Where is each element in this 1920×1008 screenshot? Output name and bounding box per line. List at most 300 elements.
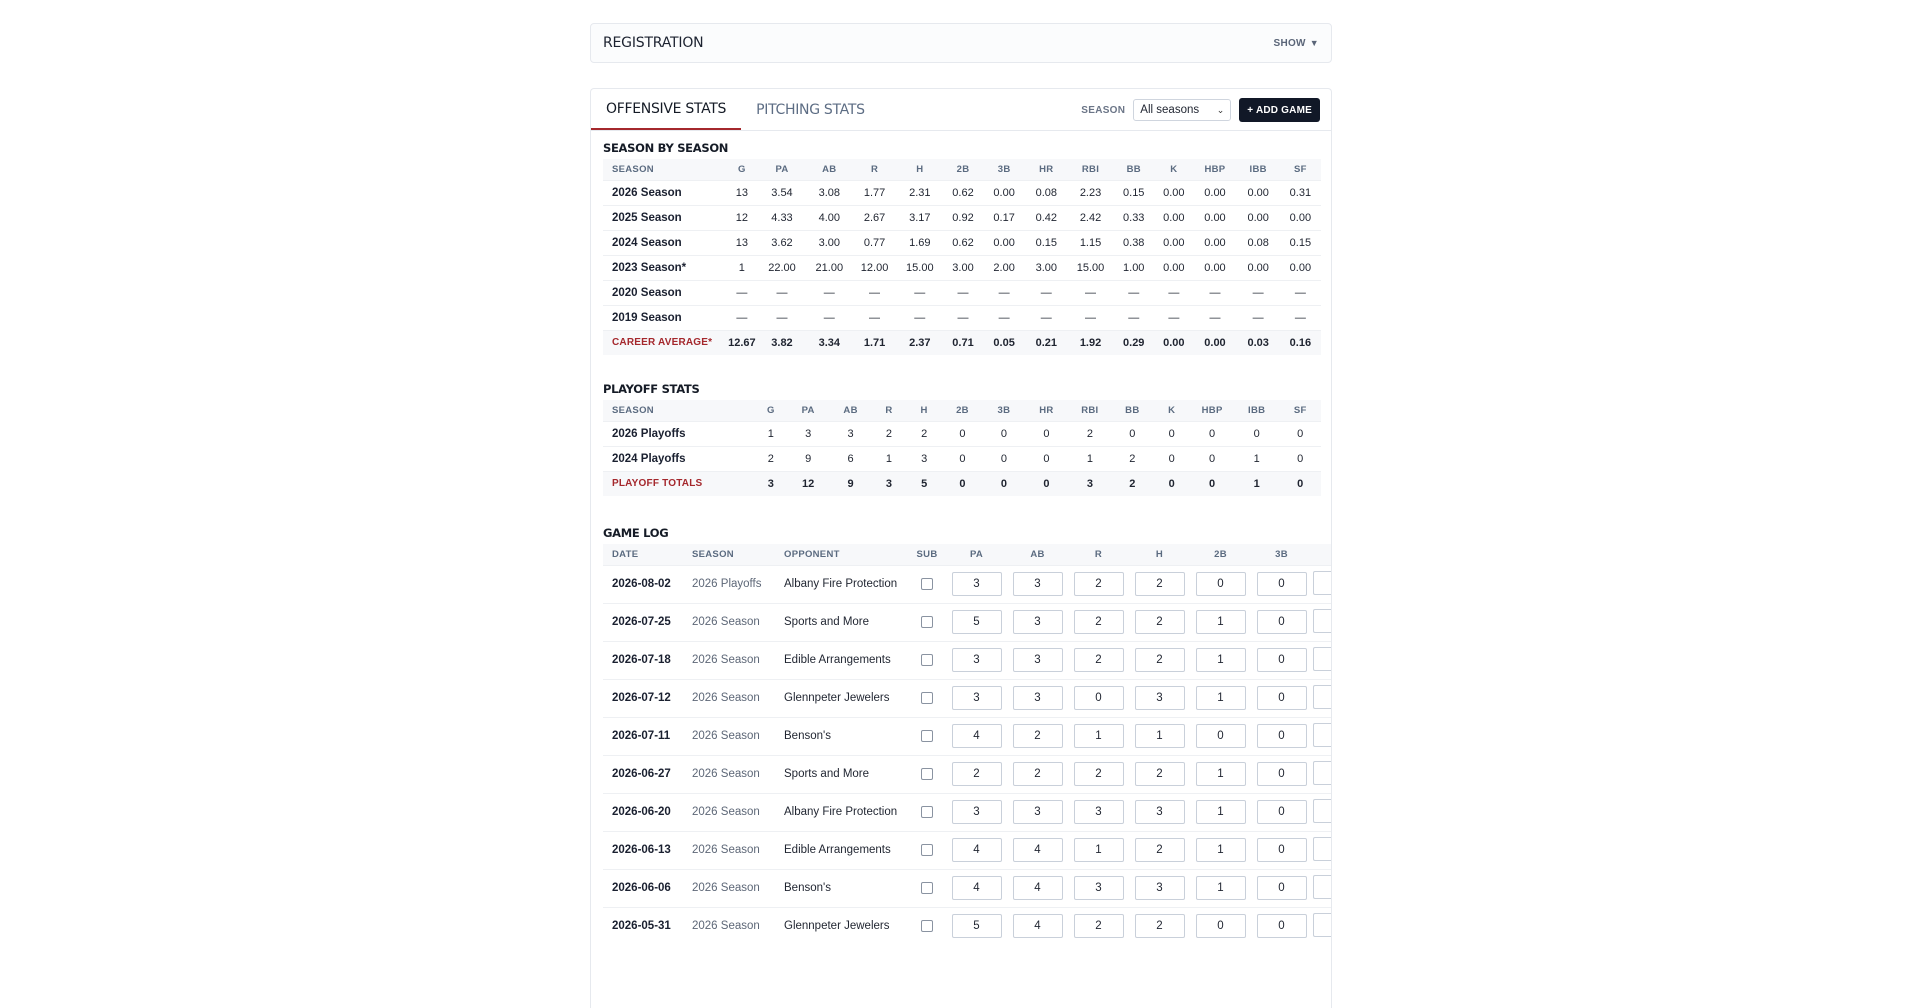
stat-cell: — bbox=[1113, 280, 1154, 305]
column-header: DATE bbox=[603, 544, 686, 565]
game-opponent: Albany Fire Protection bbox=[778, 793, 908, 831]
stat-cell: — bbox=[984, 280, 1025, 305]
stat-input[interactable]: 2 bbox=[1135, 648, 1185, 672]
stat-input[interactable]: 1 bbox=[1196, 610, 1246, 634]
stat-cell: 0 bbox=[1025, 421, 1069, 446]
stat-input-cell bbox=[1007, 869, 1068, 907]
stat-cell: 0.00 bbox=[1193, 255, 1236, 280]
game-opponent: Albany Fire Protection bbox=[778, 565, 908, 603]
stat-cell: 1 bbox=[726, 255, 757, 280]
stat-input-cell bbox=[1007, 679, 1068, 717]
column-header: HBP bbox=[1190, 400, 1234, 421]
stat-input[interactable]: 3 bbox=[952, 800, 1002, 824]
stat-input[interactable]: 4 bbox=[952, 838, 1002, 862]
sub-cell bbox=[908, 679, 946, 717]
stat-input[interactable] bbox=[1313, 609, 1332, 633]
stat-cell: 0 bbox=[942, 421, 983, 446]
stat-input[interactable] bbox=[1313, 799, 1332, 823]
stat-input[interactable]: 0 bbox=[1257, 876, 1307, 900]
registration-show-toggle[interactable] bbox=[1273, 38, 1319, 49]
total-cell: 1.71 bbox=[852, 330, 897, 355]
stat-input[interactable]: 2 bbox=[1135, 838, 1185, 862]
registration-panel bbox=[590, 23, 1332, 63]
stat-input-cell bbox=[1007, 793, 1068, 831]
game-opponent: Sports and More bbox=[778, 755, 908, 793]
game-season: 2026 Season bbox=[686, 831, 778, 869]
stat-input[interactable]: 3 bbox=[952, 686, 1002, 710]
stat-cell: — bbox=[942, 280, 983, 305]
stat-cell: — bbox=[807, 280, 852, 305]
stat-input[interactable]: 3 bbox=[1074, 876, 1124, 900]
stat-input[interactable]: 3 bbox=[1074, 800, 1124, 824]
stat-input-cell bbox=[1190, 755, 1251, 793]
total-cell: 0.29 bbox=[1113, 330, 1154, 355]
column-header: HR bbox=[1025, 159, 1068, 180]
stat-cell: — bbox=[726, 305, 757, 330]
stat-input[interactable]: 2 bbox=[1074, 610, 1124, 634]
sub-checkbox[interactable] bbox=[921, 616, 933, 628]
stat-input[interactable]: 5 bbox=[952, 914, 1002, 938]
stat-cell: 0 bbox=[1279, 421, 1321, 446]
stat-cell: — bbox=[984, 305, 1025, 330]
stat-input-cell bbox=[1007, 717, 1068, 755]
stat-input-cell bbox=[1129, 793, 1190, 831]
stat-input-cell bbox=[946, 603, 1007, 641]
stat-cell: 0 bbox=[983, 446, 1024, 471]
stat-input[interactable] bbox=[1313, 723, 1332, 747]
stat-input-cell bbox=[1312, 793, 1332, 831]
stat-input[interactable]: 1 bbox=[1196, 762, 1246, 786]
stat-input[interactable]: 1 bbox=[1196, 648, 1246, 672]
stat-input[interactable]: 3 bbox=[1135, 686, 1185, 710]
stat-input-cell bbox=[1129, 869, 1190, 907]
stat-input[interactable]: 1 bbox=[1074, 838, 1124, 862]
stat-input[interactable]: 0 bbox=[1196, 572, 1246, 596]
stat-input[interactable]: 4 bbox=[1013, 838, 1063, 862]
column-header: RBI bbox=[1068, 400, 1112, 421]
stat-input-cell bbox=[1312, 641, 1332, 679]
stat-input[interactable]: 3 bbox=[1013, 572, 1063, 596]
sub-checkbox[interactable] bbox=[921, 920, 933, 932]
stat-input-cell bbox=[1190, 641, 1251, 679]
stat-cell: 3 bbox=[907, 446, 942, 471]
stat-input-cell bbox=[946, 679, 1007, 717]
stats-tabs bbox=[591, 89, 1331, 131]
stat-cell: 2 bbox=[755, 446, 786, 471]
stat-cell: 1.15 bbox=[1068, 230, 1113, 255]
total-cell: 0.16 bbox=[1280, 330, 1321, 355]
tab-offensive-stats[interactable]: OFFENSIVE STATS bbox=[591, 89, 741, 130]
tab-pitching-stats[interactable]: PITCHING STATS bbox=[756, 101, 865, 118]
stat-input-cell bbox=[1129, 565, 1190, 603]
stat-input[interactable]: 0 bbox=[1257, 572, 1307, 596]
stat-input[interactable] bbox=[1313, 837, 1332, 861]
stat-input[interactable]: 0 bbox=[1257, 914, 1307, 938]
season-name-cell: 2023 Season* bbox=[603, 255, 726, 280]
stat-cell: 0 bbox=[1190, 421, 1234, 446]
stat-input[interactable]: 2 bbox=[1135, 914, 1185, 938]
stat-input[interactable]: 2 bbox=[1074, 572, 1124, 596]
stat-cell: 0.42 bbox=[1025, 205, 1068, 230]
sub-cell bbox=[908, 755, 946, 793]
stat-input-cell bbox=[1312, 603, 1332, 641]
column-header: H bbox=[907, 400, 942, 421]
stat-input[interactable]: 2 bbox=[1013, 724, 1063, 748]
stat-input-cell bbox=[1190, 831, 1251, 869]
stat-cell: 3.17 bbox=[897, 205, 942, 230]
game-log-row bbox=[603, 907, 1332, 945]
stat-input[interactable]: 0 bbox=[1074, 686, 1124, 710]
stat-input-cell bbox=[1312, 869, 1332, 907]
stat-input-cell bbox=[1068, 831, 1129, 869]
column-header: 2B bbox=[1190, 544, 1251, 565]
stat-input[interactable]: 4 bbox=[1013, 876, 1063, 900]
stat-input-cell bbox=[1129, 831, 1190, 869]
totals-label: PLAYOFF TOTALS bbox=[603, 471, 755, 496]
game-log-row bbox=[603, 641, 1332, 679]
season-name-cell: 2024 Playoffs bbox=[603, 446, 755, 471]
column-header: SUB bbox=[908, 544, 946, 565]
total-cell: 0 bbox=[942, 471, 983, 496]
column-header: RBI bbox=[1068, 159, 1113, 180]
stat-cell: — bbox=[1068, 280, 1113, 305]
stat-input-cell bbox=[1312, 565, 1332, 603]
stat-input[interactable]: 2 bbox=[1074, 762, 1124, 786]
stat-cell: — bbox=[897, 305, 942, 330]
stat-input[interactable]: 2 bbox=[1074, 648, 1124, 672]
stat-input[interactable] bbox=[1313, 685, 1332, 709]
stat-input-cell bbox=[1251, 565, 1312, 603]
game-season: 2026 Season bbox=[686, 907, 778, 945]
stat-cell: 1 bbox=[871, 446, 906, 471]
stat-input[interactable]: 0 bbox=[1196, 914, 1246, 938]
sub-checkbox[interactable] bbox=[921, 654, 933, 666]
column-header bbox=[1312, 544, 1332, 565]
playoff-stats-table bbox=[603, 400, 1321, 496]
stat-input[interactable]: 2 bbox=[1013, 762, 1063, 786]
stat-input[interactable] bbox=[1313, 875, 1332, 899]
column-header: IBB bbox=[1237, 159, 1280, 180]
stat-cell: 0.08 bbox=[1025, 180, 1068, 205]
sub-checkbox[interactable] bbox=[921, 806, 933, 818]
stat-cell: 0 bbox=[1234, 421, 1280, 446]
stat-input[interactable]: 2 bbox=[1135, 610, 1185, 634]
stat-input[interactable]: 3 bbox=[1013, 610, 1063, 634]
sub-cell bbox=[908, 869, 946, 907]
stat-input[interactable]: 2 bbox=[1135, 762, 1185, 786]
stat-cell: 0.15 bbox=[1280, 230, 1321, 255]
column-header: SEASON bbox=[603, 400, 755, 421]
total-cell: 2 bbox=[1112, 471, 1153, 496]
column-header: K bbox=[1154, 159, 1193, 180]
stat-input[interactable]: 3 bbox=[952, 572, 1002, 596]
stat-input-cell bbox=[1129, 717, 1190, 755]
game-opponent: Sports and More bbox=[778, 603, 908, 641]
stat-cell: 0.33 bbox=[1113, 205, 1154, 230]
stat-input[interactable]: 4 bbox=[1013, 914, 1063, 938]
stat-input-cell bbox=[1068, 679, 1129, 717]
column-header: HR bbox=[1025, 400, 1069, 421]
stat-input-cell bbox=[1007, 831, 1068, 869]
stat-cell: — bbox=[1193, 280, 1236, 305]
stat-input[interactable]: 1 bbox=[1074, 724, 1124, 748]
stat-input[interactable]: 3 bbox=[1013, 648, 1063, 672]
stat-cell: 3.54 bbox=[757, 180, 806, 205]
column-header: AB bbox=[830, 400, 871, 421]
total-cell: 1 bbox=[1234, 471, 1280, 496]
stat-cell: — bbox=[1237, 305, 1280, 330]
column-header: SF bbox=[1279, 400, 1321, 421]
totals-row bbox=[603, 330, 1321, 355]
stat-input-cell bbox=[1312, 907, 1332, 945]
game-log-row bbox=[603, 717, 1332, 755]
stat-input[interactable]: 0 bbox=[1257, 610, 1307, 634]
stat-cell: — bbox=[757, 305, 806, 330]
stat-input-cell bbox=[946, 831, 1007, 869]
sub-checkbox[interactable] bbox=[921, 730, 933, 742]
column-header: SEASON bbox=[686, 544, 778, 565]
stat-cell: 0.00 bbox=[1237, 205, 1280, 230]
stat-cell: 0 bbox=[1025, 446, 1069, 471]
season-select-value: All seasons bbox=[1140, 104, 1200, 116]
stat-input[interactable]: 1 bbox=[1196, 686, 1246, 710]
stat-input[interactable] bbox=[1313, 761, 1332, 785]
column-header: OPPONENT bbox=[778, 544, 908, 565]
stat-input[interactable]: 3 bbox=[1013, 800, 1063, 824]
stat-cell: 12.00 bbox=[852, 255, 897, 280]
stat-input-cell bbox=[1007, 755, 1068, 793]
table-header-row bbox=[603, 544, 1332, 565]
sub-checkbox[interactable] bbox=[921, 578, 933, 590]
stat-cell: — bbox=[1154, 305, 1193, 330]
sub-checkbox[interactable] bbox=[921, 882, 933, 894]
stat-input[interactable]: 3 bbox=[1013, 686, 1063, 710]
stat-cell: 0.00 bbox=[1154, 255, 1193, 280]
game-season: 2026 Playoffs bbox=[686, 565, 778, 603]
stat-input-cell bbox=[1190, 679, 1251, 717]
column-header: IBB bbox=[1234, 400, 1280, 421]
column-header: K bbox=[1153, 400, 1190, 421]
sub-cell bbox=[908, 565, 946, 603]
stat-cell: — bbox=[1193, 305, 1236, 330]
stat-cell: — bbox=[1280, 280, 1321, 305]
game-season: 2026 Season bbox=[686, 793, 778, 831]
stat-input[interactable]: 2 bbox=[1074, 914, 1124, 938]
stat-cell: — bbox=[1025, 305, 1068, 330]
chevron-down-icon: ⌄ bbox=[1216, 104, 1225, 115]
stat-cell: 3.08 bbox=[807, 180, 852, 205]
stat-input-cell bbox=[1190, 793, 1251, 831]
stat-cell: 22.00 bbox=[757, 255, 806, 280]
stat-input[interactable]: 5 bbox=[952, 610, 1002, 634]
stat-input-cell bbox=[1251, 603, 1312, 641]
stat-cell: 3.00 bbox=[1025, 255, 1068, 280]
column-header: 3B bbox=[984, 159, 1025, 180]
stat-input[interactable]: 4 bbox=[952, 724, 1002, 748]
table-row bbox=[603, 180, 1321, 205]
column-header: PA bbox=[786, 400, 830, 421]
game-opponent: Edible Arrangements bbox=[778, 831, 908, 869]
stat-cell: 21.00 bbox=[807, 255, 852, 280]
column-header: R bbox=[852, 159, 897, 180]
sub-checkbox[interactable] bbox=[921, 844, 933, 856]
table-row bbox=[603, 205, 1321, 230]
game-date: 2026-07-25 bbox=[603, 603, 686, 641]
column-header: HBP bbox=[1193, 159, 1236, 180]
stat-input-cell bbox=[1251, 831, 1312, 869]
game-date: 2026-06-13 bbox=[603, 831, 686, 869]
game-opponent: Glennpeter Jewelers bbox=[778, 679, 908, 717]
season-select[interactable] bbox=[1133, 99, 1231, 121]
stat-cell: 0.00 bbox=[1193, 180, 1236, 205]
stat-input-cell bbox=[946, 869, 1007, 907]
season-name-cell: 2019 Season bbox=[603, 305, 726, 330]
stat-cell: — bbox=[897, 280, 942, 305]
stat-input-cell bbox=[1007, 603, 1068, 641]
stat-cell: 0.00 bbox=[1193, 230, 1236, 255]
table-row bbox=[603, 446, 1321, 471]
stat-input-cell bbox=[1129, 641, 1190, 679]
game-log-row bbox=[603, 793, 1332, 831]
column-header: R bbox=[871, 400, 906, 421]
total-cell: 0 bbox=[1153, 471, 1190, 496]
stat-cell: 0.15 bbox=[1025, 230, 1068, 255]
stats-controls bbox=[1081, 98, 1320, 122]
stat-input[interactable]: 1 bbox=[1196, 800, 1246, 824]
stat-input-cell bbox=[1190, 717, 1251, 755]
game-date: 2026-08-02 bbox=[603, 565, 686, 603]
game-season: 2026 Season bbox=[686, 869, 778, 907]
stat-input-cell bbox=[1312, 831, 1332, 869]
stat-cell: 1.77 bbox=[852, 180, 897, 205]
column-header: SEASON bbox=[603, 159, 726, 180]
stat-input[interactable] bbox=[1313, 647, 1332, 671]
total-cell: 2.37 bbox=[897, 330, 942, 355]
stat-input[interactable]: 3 bbox=[952, 648, 1002, 672]
stat-input-cell bbox=[946, 565, 1007, 603]
stat-input-cell bbox=[1007, 565, 1068, 603]
stat-cell: 2.31 bbox=[897, 180, 942, 205]
table-row bbox=[603, 230, 1321, 255]
game-log-row bbox=[603, 679, 1332, 717]
total-cell: 0 bbox=[1190, 471, 1234, 496]
stat-input[interactable] bbox=[1313, 913, 1332, 937]
stat-cell: 0.17 bbox=[984, 205, 1025, 230]
stat-input-cell bbox=[1007, 907, 1068, 945]
total-cell: 1.92 bbox=[1068, 330, 1113, 355]
stat-cell: 0.92 bbox=[942, 205, 983, 230]
column-header: H bbox=[1129, 544, 1190, 565]
game-log-row bbox=[603, 755, 1332, 793]
stat-input-cell bbox=[1312, 717, 1332, 755]
stat-cell: 1.69 bbox=[897, 230, 942, 255]
stat-cell: 3.62 bbox=[757, 230, 806, 255]
stat-cell: 0.00 bbox=[1280, 255, 1321, 280]
stat-input-cell bbox=[1312, 755, 1332, 793]
stat-input-cell bbox=[1190, 603, 1251, 641]
stat-input[interactable]: 4 bbox=[952, 876, 1002, 900]
stat-cell: 2.67 bbox=[852, 205, 897, 230]
stat-input[interactable]: 0 bbox=[1257, 800, 1307, 824]
column-header: BB bbox=[1112, 400, 1153, 421]
total-cell: 0.03 bbox=[1237, 330, 1280, 355]
totals-row bbox=[603, 471, 1321, 496]
stat-cell: 0.00 bbox=[1154, 180, 1193, 205]
stat-input[interactable]: 1 bbox=[1196, 838, 1246, 862]
sub-cell bbox=[908, 831, 946, 869]
stat-cell: 13 bbox=[726, 180, 757, 205]
stat-input[interactable]: 2 bbox=[1135, 572, 1185, 596]
game-opponent: Edible Arrangements bbox=[778, 641, 908, 679]
sub-checkbox[interactable] bbox=[921, 768, 933, 780]
table-row bbox=[603, 421, 1321, 446]
stat-input-cell bbox=[1129, 755, 1190, 793]
stat-input[interactable]: 0 bbox=[1257, 648, 1307, 672]
stat-cell: 3 bbox=[830, 421, 871, 446]
column-header: G bbox=[755, 400, 786, 421]
stat-input[interactable]: 0 bbox=[1196, 724, 1246, 748]
stat-cell: 15.00 bbox=[1068, 255, 1113, 280]
game-log-row bbox=[603, 565, 1332, 603]
add-game-button[interactable]: + ADD GAME bbox=[1239, 98, 1320, 122]
stat-input-cell bbox=[1190, 565, 1251, 603]
total-cell: 9 bbox=[830, 471, 871, 496]
stat-input[interactable]: 3 bbox=[1135, 800, 1185, 824]
stat-input[interactable]: 0 bbox=[1257, 686, 1307, 710]
stat-cell: 13 bbox=[726, 230, 757, 255]
stat-input-cell bbox=[1068, 793, 1129, 831]
stat-input[interactable]: 1 bbox=[1135, 724, 1185, 748]
stat-input-cell bbox=[1068, 755, 1129, 793]
stat-input[interactable] bbox=[1313, 571, 1332, 595]
sub-checkbox[interactable] bbox=[921, 692, 933, 704]
total-cell: 3 bbox=[871, 471, 906, 496]
stat-input[interactable]: 1 bbox=[1196, 876, 1246, 900]
total-cell: 3 bbox=[1068, 471, 1112, 496]
sub-cell bbox=[908, 641, 946, 679]
stat-cell: — bbox=[757, 280, 806, 305]
stat-input-cell bbox=[1129, 907, 1190, 945]
stat-cell: 4.00 bbox=[807, 205, 852, 230]
stat-input-cell bbox=[1068, 565, 1129, 603]
stat-input-cell bbox=[1251, 793, 1312, 831]
total-cell: 0.71 bbox=[942, 330, 983, 355]
stat-cell: 0.31 bbox=[1280, 180, 1321, 205]
stat-input-cell bbox=[1251, 717, 1312, 755]
game-season: 2026 Season bbox=[686, 641, 778, 679]
column-header: PA bbox=[946, 544, 1007, 565]
stat-input[interactable]: 2 bbox=[952, 762, 1002, 786]
stat-cell: 0.00 bbox=[1154, 230, 1193, 255]
stat-input-cell bbox=[946, 641, 1007, 679]
stat-input-cell bbox=[1129, 679, 1190, 717]
stat-cell: 0 bbox=[942, 446, 983, 471]
stats-panel bbox=[590, 88, 1332, 1008]
table-header-row bbox=[603, 400, 1321, 421]
game-season: 2026 Season bbox=[686, 755, 778, 793]
stat-cell: 0.00 bbox=[1237, 255, 1280, 280]
stat-input[interactable]: 3 bbox=[1135, 876, 1185, 900]
total-cell: 3.82 bbox=[757, 330, 806, 355]
total-cell: 0.05 bbox=[984, 330, 1025, 355]
stat-cell: 0.15 bbox=[1113, 180, 1154, 205]
stat-cell: 0.00 bbox=[1154, 205, 1193, 230]
stat-input[interactable]: 0 bbox=[1257, 838, 1307, 862]
stat-input[interactable]: 0 bbox=[1257, 762, 1307, 786]
season-name-cell: 2024 Season bbox=[603, 230, 726, 255]
total-cell: 0 bbox=[983, 471, 1024, 496]
stat-input[interactable]: 0 bbox=[1257, 724, 1307, 748]
